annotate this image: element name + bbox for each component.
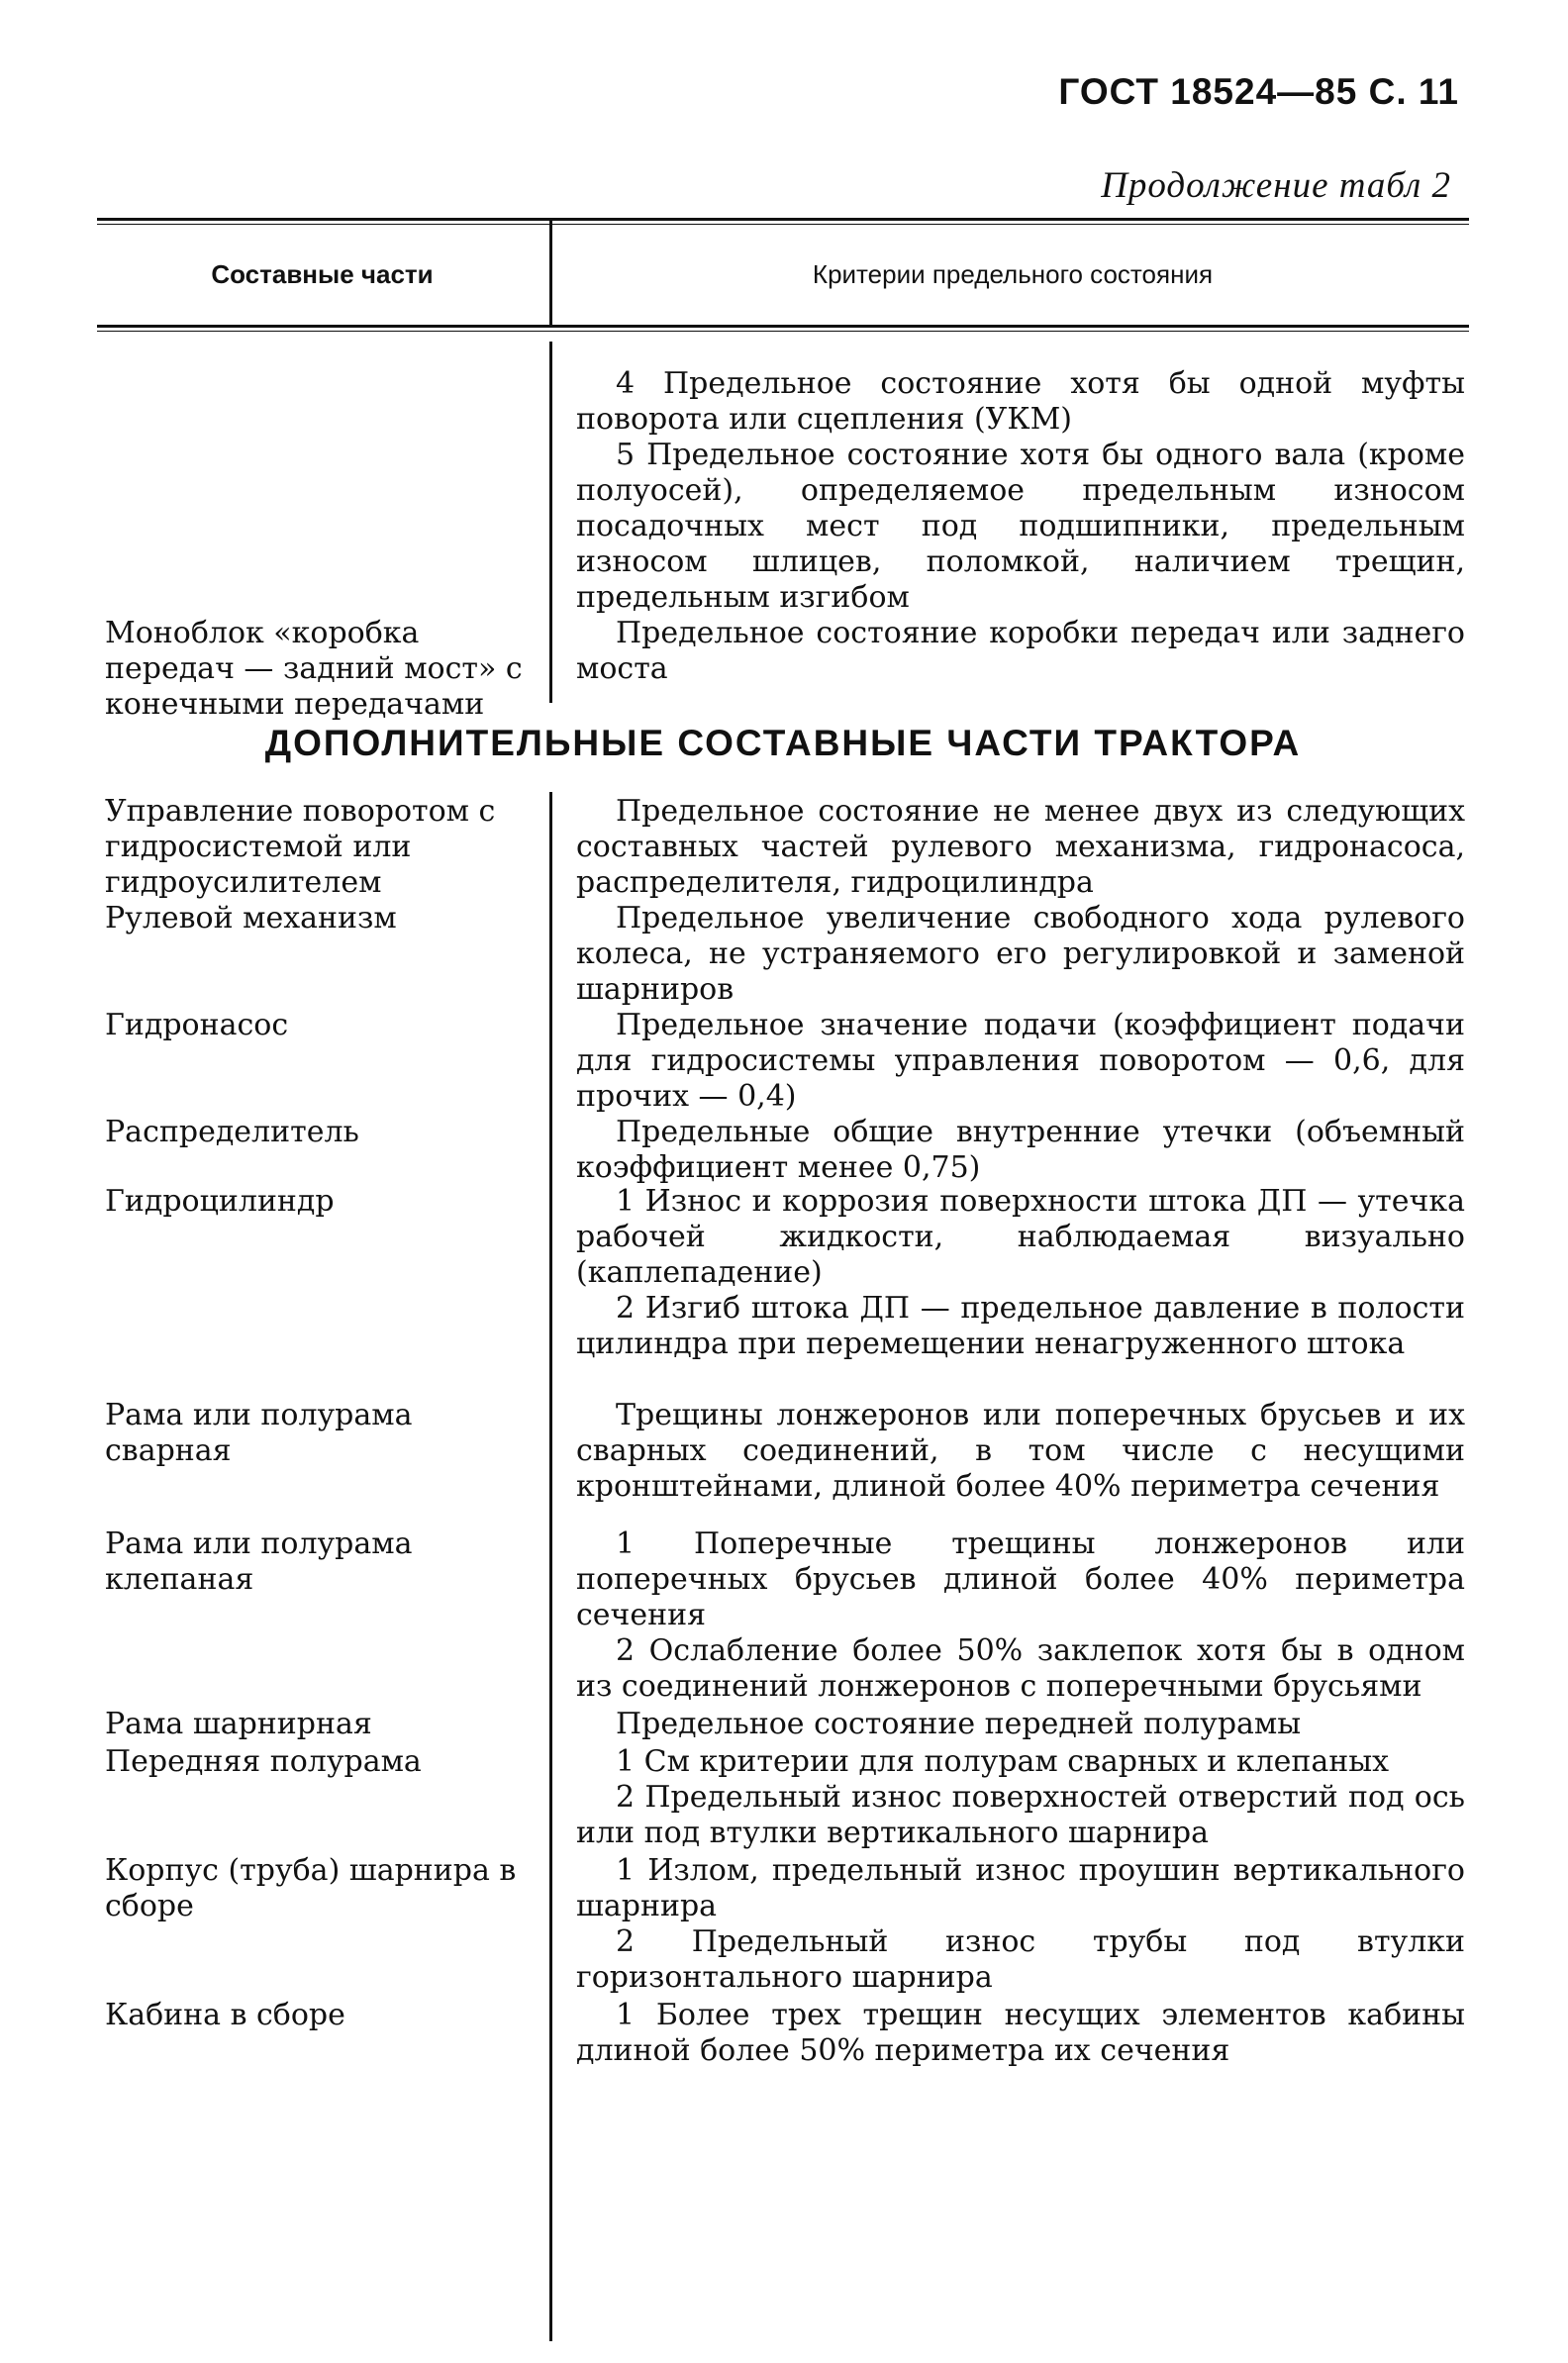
criteria-line: Предельное значение подачи (коэффициент подачи для гидросистемы управления поворотом — 0,6, для прочих — 0,4) <box>576 1008 1465 1114</box>
criteria-steering-mechanism <box>576 901 1465 1008</box>
column-header-parts: Составные части <box>211 259 434 289</box>
criteria-line: 5 Предельное состояние хотя бы одного вала (кроме полуосей), определяемое предельным износом посадочных мест под подшипники, предельным износом шлицев, поломкой, наличием трещин, предельным изгибом <box>576 438 1465 615</box>
part-riveted-frame: Рама или полурама клепаная <box>105 1526 413 1597</box>
section-heading: ДОПОЛНИТЕЛЬНЫЕ СОСТАВНЫЕ ЧАСТИ ТРАКТОРА <box>264 723 1302 763</box>
part-steering-control: Управление поворотом с гидросистемой или гидроусилителем <box>105 794 496 900</box>
header-bottom-rule-thin <box>97 331 1469 332</box>
part-hydraulic-pump: Гидронасос <box>105 1008 289 1042</box>
column-header-criteria: Критерии предельного состояния <box>812 259 1214 289</box>
criteria-line: Предельное состояние передней полурамы <box>616 1707 1302 1741</box>
criteria-line: 1 См критерии для полурам сварных и клепаных <box>616 1744 1390 1779</box>
criteria-line: Трещины лонжеронов или поперечных брусьев и их сварных соединений, в том числе с несущими кронштейнами, длиной более 40% периметра сечения <box>576 1398 1465 1504</box>
part-front-half-frame: Передняя полурама <box>105 1744 422 1779</box>
criteria-hydraulic-pump <box>576 1008 1465 1115</box>
criteria-line: 2 Предельный износ поверхностей отверстий под ось или под втулки вертикального шарнира <box>576 1780 1465 1850</box>
criteria-line: 2 Ослабление более 50% заклепок хотя бы в одном из соединений лонжеронов с поперечными брусьями <box>576 1633 1465 1704</box>
criteria-line: Предельное увеличение свободного хода рулевого колеса, не устраняемого его регулировкой и заменой шарниров <box>576 901 1465 1007</box>
part-cabin: Кабина в сборе <box>105 1998 345 2032</box>
table-continuation-note: Продолжение табл 2 <box>1101 165 1451 206</box>
criteria-monoblock <box>576 616 1465 687</box>
criteria-line: 2 Предельный износ трубы под втулки горизонтального шарнира <box>576 1924 1465 1995</box>
header-bottom-rule <box>97 325 1469 328</box>
criteria-hinge-housing <box>576 1853 1465 1996</box>
criteria-distributor <box>576 1115 1465 1186</box>
criteria-articulated-frame <box>576 1707 1465 1742</box>
part-hydraulic-cylinder: Гидроцилиндр <box>105 1184 335 1219</box>
criteria-cabin <box>576 1998 1465 2069</box>
criteria-steering-control <box>576 794 1465 901</box>
table-top-rule-thin <box>97 224 1469 225</box>
criteria-hydraulic-cylinder <box>576 1184 1465 1362</box>
criteria-line: Предельное состояние коробки передач или заднего моста <box>576 616 1465 686</box>
criteria-block1 <box>576 366 1465 616</box>
criteria-line: 2 Изгиб штока ДП — предельное давление в полости цилиндра при перемещении ненагруженного штока <box>576 1291 1465 1361</box>
criteria-front-half-frame <box>576 1744 1465 1851</box>
criteria-line: Предельные общие внутренние утечки (объемный коэффициент менее 0,75) <box>576 1115 1465 1185</box>
criteria-line: 1 Более трех трещин несущих элементов кабины длиной более 50% периметра их сечения <box>576 1998 1465 2068</box>
column-divider-block1 <box>549 342 552 703</box>
criteria-line: 1 Износ и коррозия поверхности штока ДП — утечка рабочей жидкости, наблюдаемая визуально (каплепадение) <box>576 1184 1465 1290</box>
criteria-line: 1 Излом, предельный износ проушин вертикального шарнира <box>576 1853 1465 1923</box>
part-articulated-frame: Рама шарнирная <box>105 1707 372 1741</box>
page-header: ГОСТ 18524—85 С. 11 <box>1058 71 1459 112</box>
part-distributor: Распределитель <box>105 1115 359 1149</box>
criteria-welded-frame <box>576 1398 1465 1505</box>
column-divider-header <box>549 220 552 327</box>
criteria-line: 1 Поперечные трещины лонжеронов или поперечных брусьев длиной более 40% периметра сечения <box>576 1526 1465 1632</box>
part-steering-mechanism: Рулевой механизм <box>105 901 397 935</box>
part-welded-frame: Рама или полурама сварная <box>105 1398 413 1468</box>
part-hinge-housing: Корпус (труба) шарнира в сборе <box>105 1853 517 1923</box>
criteria-riveted-frame <box>576 1526 1465 1705</box>
criteria-line: 4 Предельное состояние хотя бы одной муфты поворота или сцепления (УКМ) <box>576 366 1465 437</box>
criteria-line: Предельное состояние не менее двух из следующих составных частей рулевого механизма, гидронасоса, распределителя, гидроцилиндра <box>576 794 1465 900</box>
table-top-rule <box>97 218 1469 221</box>
column-divider-block2 <box>549 792 552 2341</box>
part-monoblock: Моноблок «коробка передач — задний мост» с конечными передачами <box>105 616 523 722</box>
